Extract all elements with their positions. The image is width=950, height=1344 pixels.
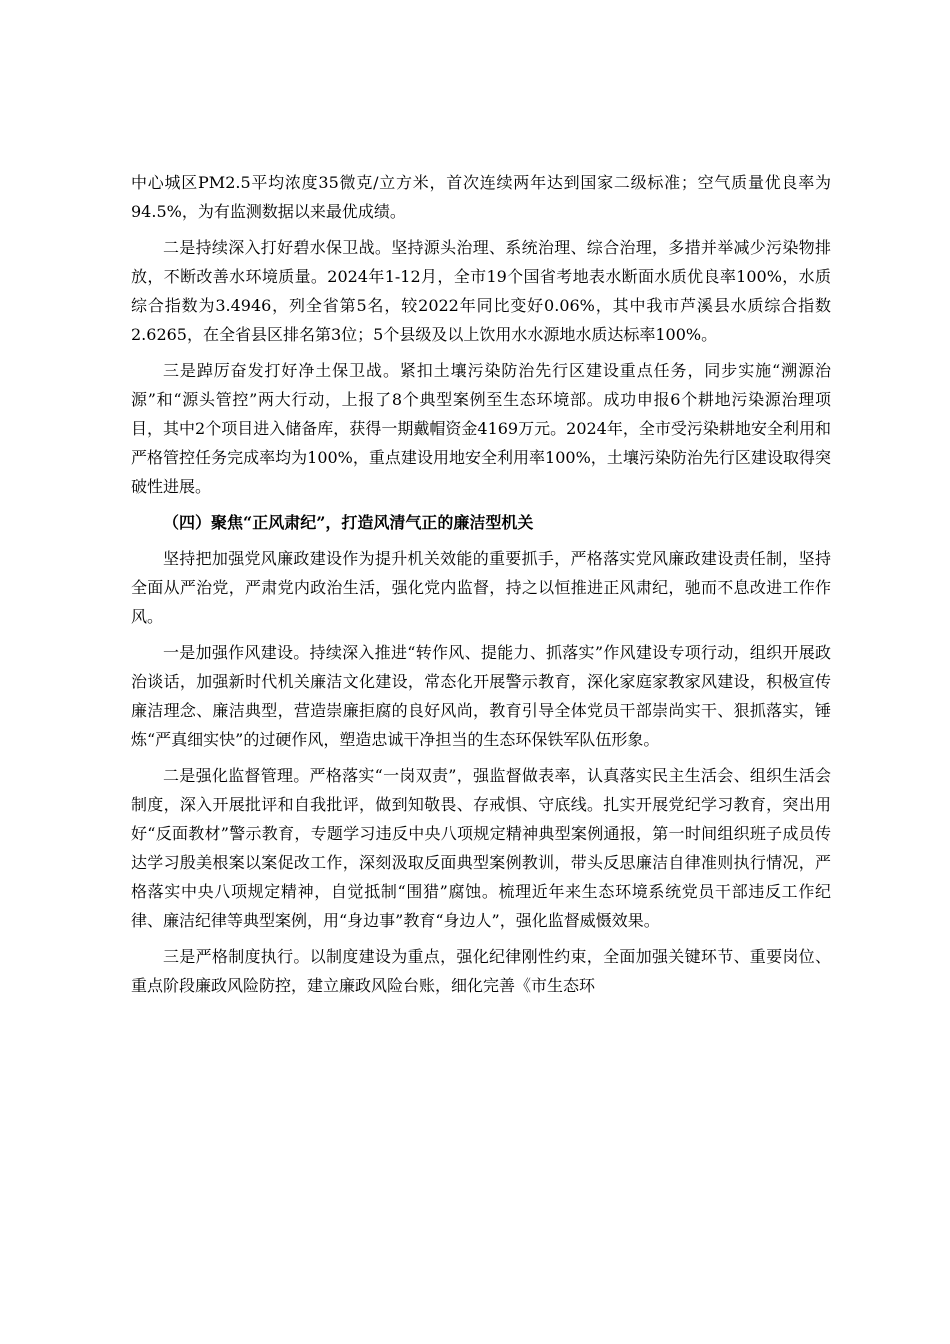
paragraph-clear-water: 二是持续深入打好碧水保卫战。坚持源头治理、系统治理、综合治理，多措并举减少污染物排放，不断改善水环境质量。2024年1-12月，全市19个国省考地表水断面水质优良率100%，水质综合指数为3.4946，列全省第5名，较2022年同比变好0.06%，其中我市芦溪县水质综合指数2.6265，在全省县区排名第3位；5个县级及以上饮用水水源地水质达标率100%。 xyxy=(131,238,831,344)
paragraph-work-style: 一是加强作风建设。持续深入推进“转作风、提能力、抓落实”作风建设专项行动，组织开展政治谈话，加强新时代机关廉洁文化建设，常态化开展警示教育，深化家庭家教家风建设，积极宣传廉洁理念、廉洁典型，营造崇廉拒腐的良好风尚，教育引导全体党员干部崇尚实干、狠抓落实，锤炼“严真细实快”的过硬作风，塑造忠诚干净担当的生态环保铁军队伍形象。 xyxy=(131,643,831,749)
document-page xyxy=(131,168,831,1007)
paragraph-integrity-intro: 坚持把加强党风廉政建设作为提升机关效能的重要抓手，严格落实党风廉政建设责任制，坚持全面从严治党，严肃党内政治生活，强化党内监督，持之以恒推进正风肃纪，驰而不息改进工作作风。 xyxy=(131,549,831,626)
paragraph-institution: 三是严格制度执行。以制度建设为重点，强化纪律刚性约束，全面加强关键环节、重要岗位、重点阶段廉政风险防控，建立廉政风险台账，细化完善《市生态环 xyxy=(131,947,831,995)
paragraph-supervision: 二是强化监督管理。严格落实“一岗双责”，强监督做表率，认真落实民主生活会、组织生活会制度，深入开展批评和自我批评，做到知敬畏、存戒惧、守底线。扎实开展党纪学习教育，突出用好“反面教材”警示教育，专题学习违反中央八项规定精神典型案例通报，第一时间组织班子成员传达学习殷美根案以案促改工作，深刻汲取反面典型案例教训，带头反思廉洁自律准则执行情况，严格落实中央八项规定精神，自觉抵制“围猎”腐蚀。梳理近年来生态环境系统党员干部违反工作纪律、廉洁纪律等典型案例，用“身边事”教育“身边人”，强化监督威慑效果。 xyxy=(131,766,831,930)
paragraph-air-quality-continuation: 中心城区PM2.5平均浓度35微克/立方米，首次连续两年达到国家二级标准；空气质量优良率为94.5%，为有监测数据以来最优成绩。 xyxy=(131,173,831,221)
paragraph-pure-soil: 三是踔厉奋发打好净土保卫战。紧扣土壤污染防治先行区建设重点任务，同步实施“溯源治源”和“源头管控”两大行动，上报了8个典型案例至生态环境部。成功申报6个耕地污染源治理项目，其中2个项目进入储备库，获得一期戴帽资金4169万元。2024年，全市受污染耕地安全利用和严格管控任务完成率均为100%，重点建设用地安全利用率100%，土壤污染防治先行区建设取得突破性进展。 xyxy=(131,361,831,496)
section-heading-integrity: （四）聚焦“正风肃纪”，打造风清气正的廉洁型机关 xyxy=(163,513,534,532)
